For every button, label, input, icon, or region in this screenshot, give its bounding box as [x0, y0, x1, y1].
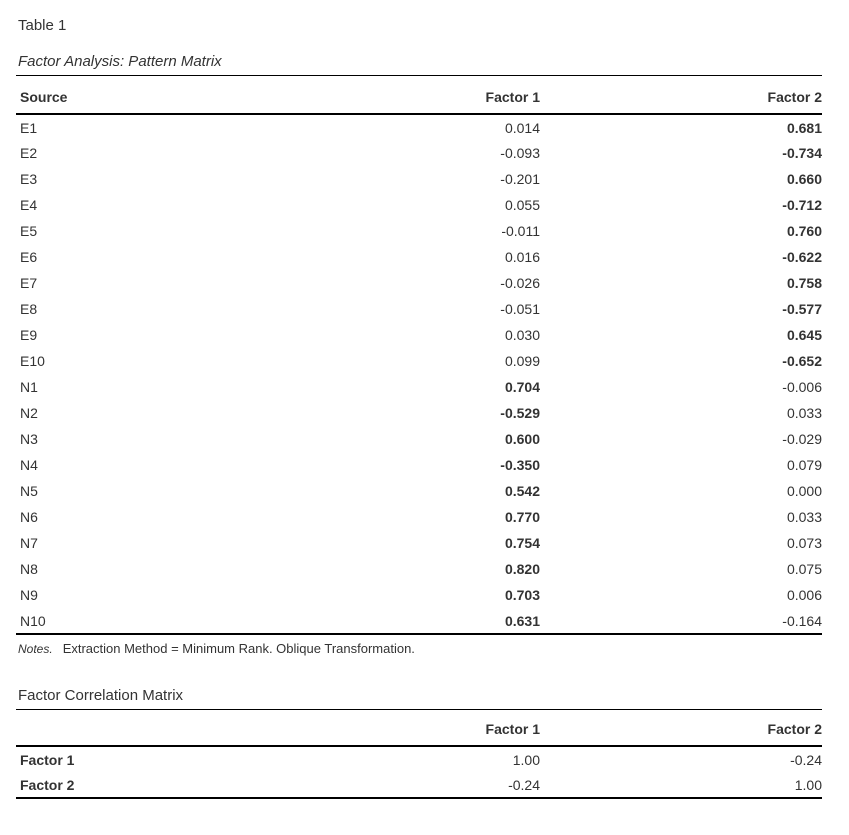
factor2-cell: 0.000 — [786, 483, 822, 499]
factor1-cell: 0.600 — [504, 431, 540, 447]
table-row — [16, 114, 822, 140]
notes-text: Extraction Method = Minimum Rank. Oblique Transformation. — [62, 641, 415, 656]
notes-label: Notes. — [18, 642, 53, 656]
factor2-cell: 0.079 — [786, 457, 822, 473]
source-cell: N7 — [20, 535, 38, 551]
source-cell: N9 — [20, 587, 38, 603]
source-cell: E7 — [20, 275, 38, 291]
table-number-label: Table 1 — [18, 17, 67, 34]
factor1-cell: -0.350 — [500, 457, 540, 473]
factor1-cell: 0.631 — [296, 608, 540, 634]
source-cell: E10 — [20, 353, 45, 369]
factor1-cell: -0.24 — [296, 772, 540, 798]
factor1-cell: 1.00 — [512, 751, 540, 768]
table-row — [16, 270, 822, 296]
factor1-cell: 0.055 — [504, 197, 540, 213]
factor2-cell: 0.758 — [786, 275, 822, 291]
factor2-cell: 1.00 — [540, 772, 822, 798]
factor2-cell: -0.164 — [540, 608, 822, 634]
table-row — [16, 192, 822, 218]
factor2-cell: -0.029 — [782, 431, 822, 447]
row-label-cell: Factor 2 — [16, 772, 296, 798]
factor2-cell: -0.24 — [790, 751, 822, 768]
table-row — [16, 582, 822, 608]
correlation-matrix-title: Factor Correlation Matrix — [16, 686, 822, 710]
factor1-cell: 0.542 — [504, 483, 540, 499]
source-cell: N8 — [20, 561, 38, 577]
column-header-factor2: Factor 2 — [540, 710, 822, 746]
source-cell: N10 — [16, 608, 296, 634]
factor1-cell: -0.026 — [500, 275, 540, 291]
factor2-cell: -0.622 — [782, 249, 822, 265]
factor1-cell: 0.770 — [504, 509, 540, 525]
source-cell: N6 — [20, 509, 38, 525]
source-cell: N1 — [20, 379, 38, 395]
factor1-cell: 0.014 — [504, 119, 540, 136]
table-row — [16, 400, 822, 426]
table-row — [16, 530, 822, 556]
factor2-cell: -0.652 — [782, 353, 822, 369]
source-cell: N2 — [20, 405, 38, 421]
factor2-cell: 0.006 — [786, 587, 822, 603]
source-cell: E8 — [20, 301, 38, 317]
table-notes — [16, 641, 822, 657]
table-row — [16, 426, 822, 452]
factor2-cell: -0.006 — [782, 379, 822, 395]
source-cell: E1 — [20, 119, 38, 136]
factor1-cell: 0.820 — [504, 561, 540, 577]
factor1-cell: 0.754 — [504, 535, 540, 551]
correlation-matrix-table — [16, 710, 822, 799]
source-cell: E9 — [20, 327, 38, 343]
factor1-cell: -0.201 — [500, 171, 540, 187]
source-cell: N5 — [20, 483, 38, 499]
table-row — [16, 374, 822, 400]
factor2-cell: -0.712 — [782, 197, 822, 213]
source-cell: E5 — [20, 223, 38, 239]
source-cell: E6 — [20, 249, 38, 265]
source-cell: N3 — [20, 431, 38, 447]
table-row — [16, 166, 822, 192]
factor1-cell: 0.099 — [504, 353, 540, 369]
column-header-factor2: Factor 2 — [540, 76, 822, 114]
factor1-cell: 0.703 — [504, 587, 540, 603]
column-header-factor1: Factor 1 — [296, 76, 540, 114]
table-row — [16, 140, 822, 166]
source-cell: E4 — [20, 197, 38, 213]
table-row — [16, 322, 822, 348]
table-row — [16, 218, 822, 244]
factor1-cell: 0.704 — [504, 379, 540, 395]
pattern-matrix-header-row — [16, 76, 822, 114]
factor2-cell: -0.734 — [782, 145, 822, 161]
table-row — [16, 348, 822, 374]
pattern-matrix-title: Factor Analysis: Pattern Matrix — [16, 52, 822, 76]
factor2-cell: -0.577 — [782, 301, 822, 317]
factor1-cell: -0.011 — [501, 223, 540, 239]
table-row — [16, 772, 822, 798]
factor2-cell: 0.645 — [786, 327, 822, 343]
factor2-cell: 0.033 — [786, 405, 822, 421]
table-row — [16, 504, 822, 530]
factor2-cell: 0.073 — [786, 535, 822, 551]
factor2-cell: 0.075 — [786, 561, 822, 577]
source-cell: E2 — [20, 145, 38, 161]
table-row — [16, 452, 822, 478]
table-row — [16, 244, 822, 270]
factor1-cell: -0.051 — [500, 301, 540, 317]
pattern-matrix-table — [16, 76, 822, 635]
column-header-empty — [16, 710, 296, 746]
column-header-source: Source — [16, 76, 296, 114]
table-row — [16, 608, 822, 634]
factor1-cell: -0.529 — [500, 405, 540, 421]
factor2-cell: 0.033 — [786, 509, 822, 525]
factor2-cell: 0.660 — [786, 171, 822, 187]
table-row — [16, 296, 822, 322]
correlation-matrix-header-row — [16, 710, 822, 746]
source-cell: N4 — [20, 457, 38, 473]
factor1-cell: 0.030 — [504, 327, 540, 343]
source-cell: E3 — [20, 171, 38, 187]
factor2-cell: 0.681 — [786, 119, 822, 136]
factor1-cell: -0.093 — [500, 145, 540, 161]
factor2-cell: 0.760 — [786, 223, 822, 239]
factor1-cell: 0.016 — [504, 249, 540, 265]
row-label-cell: Factor 1 — [20, 751, 75, 768]
table-row — [16, 746, 822, 772]
table-row — [16, 556, 822, 582]
column-header-factor1: Factor 1 — [296, 710, 540, 746]
table-row — [16, 478, 822, 504]
